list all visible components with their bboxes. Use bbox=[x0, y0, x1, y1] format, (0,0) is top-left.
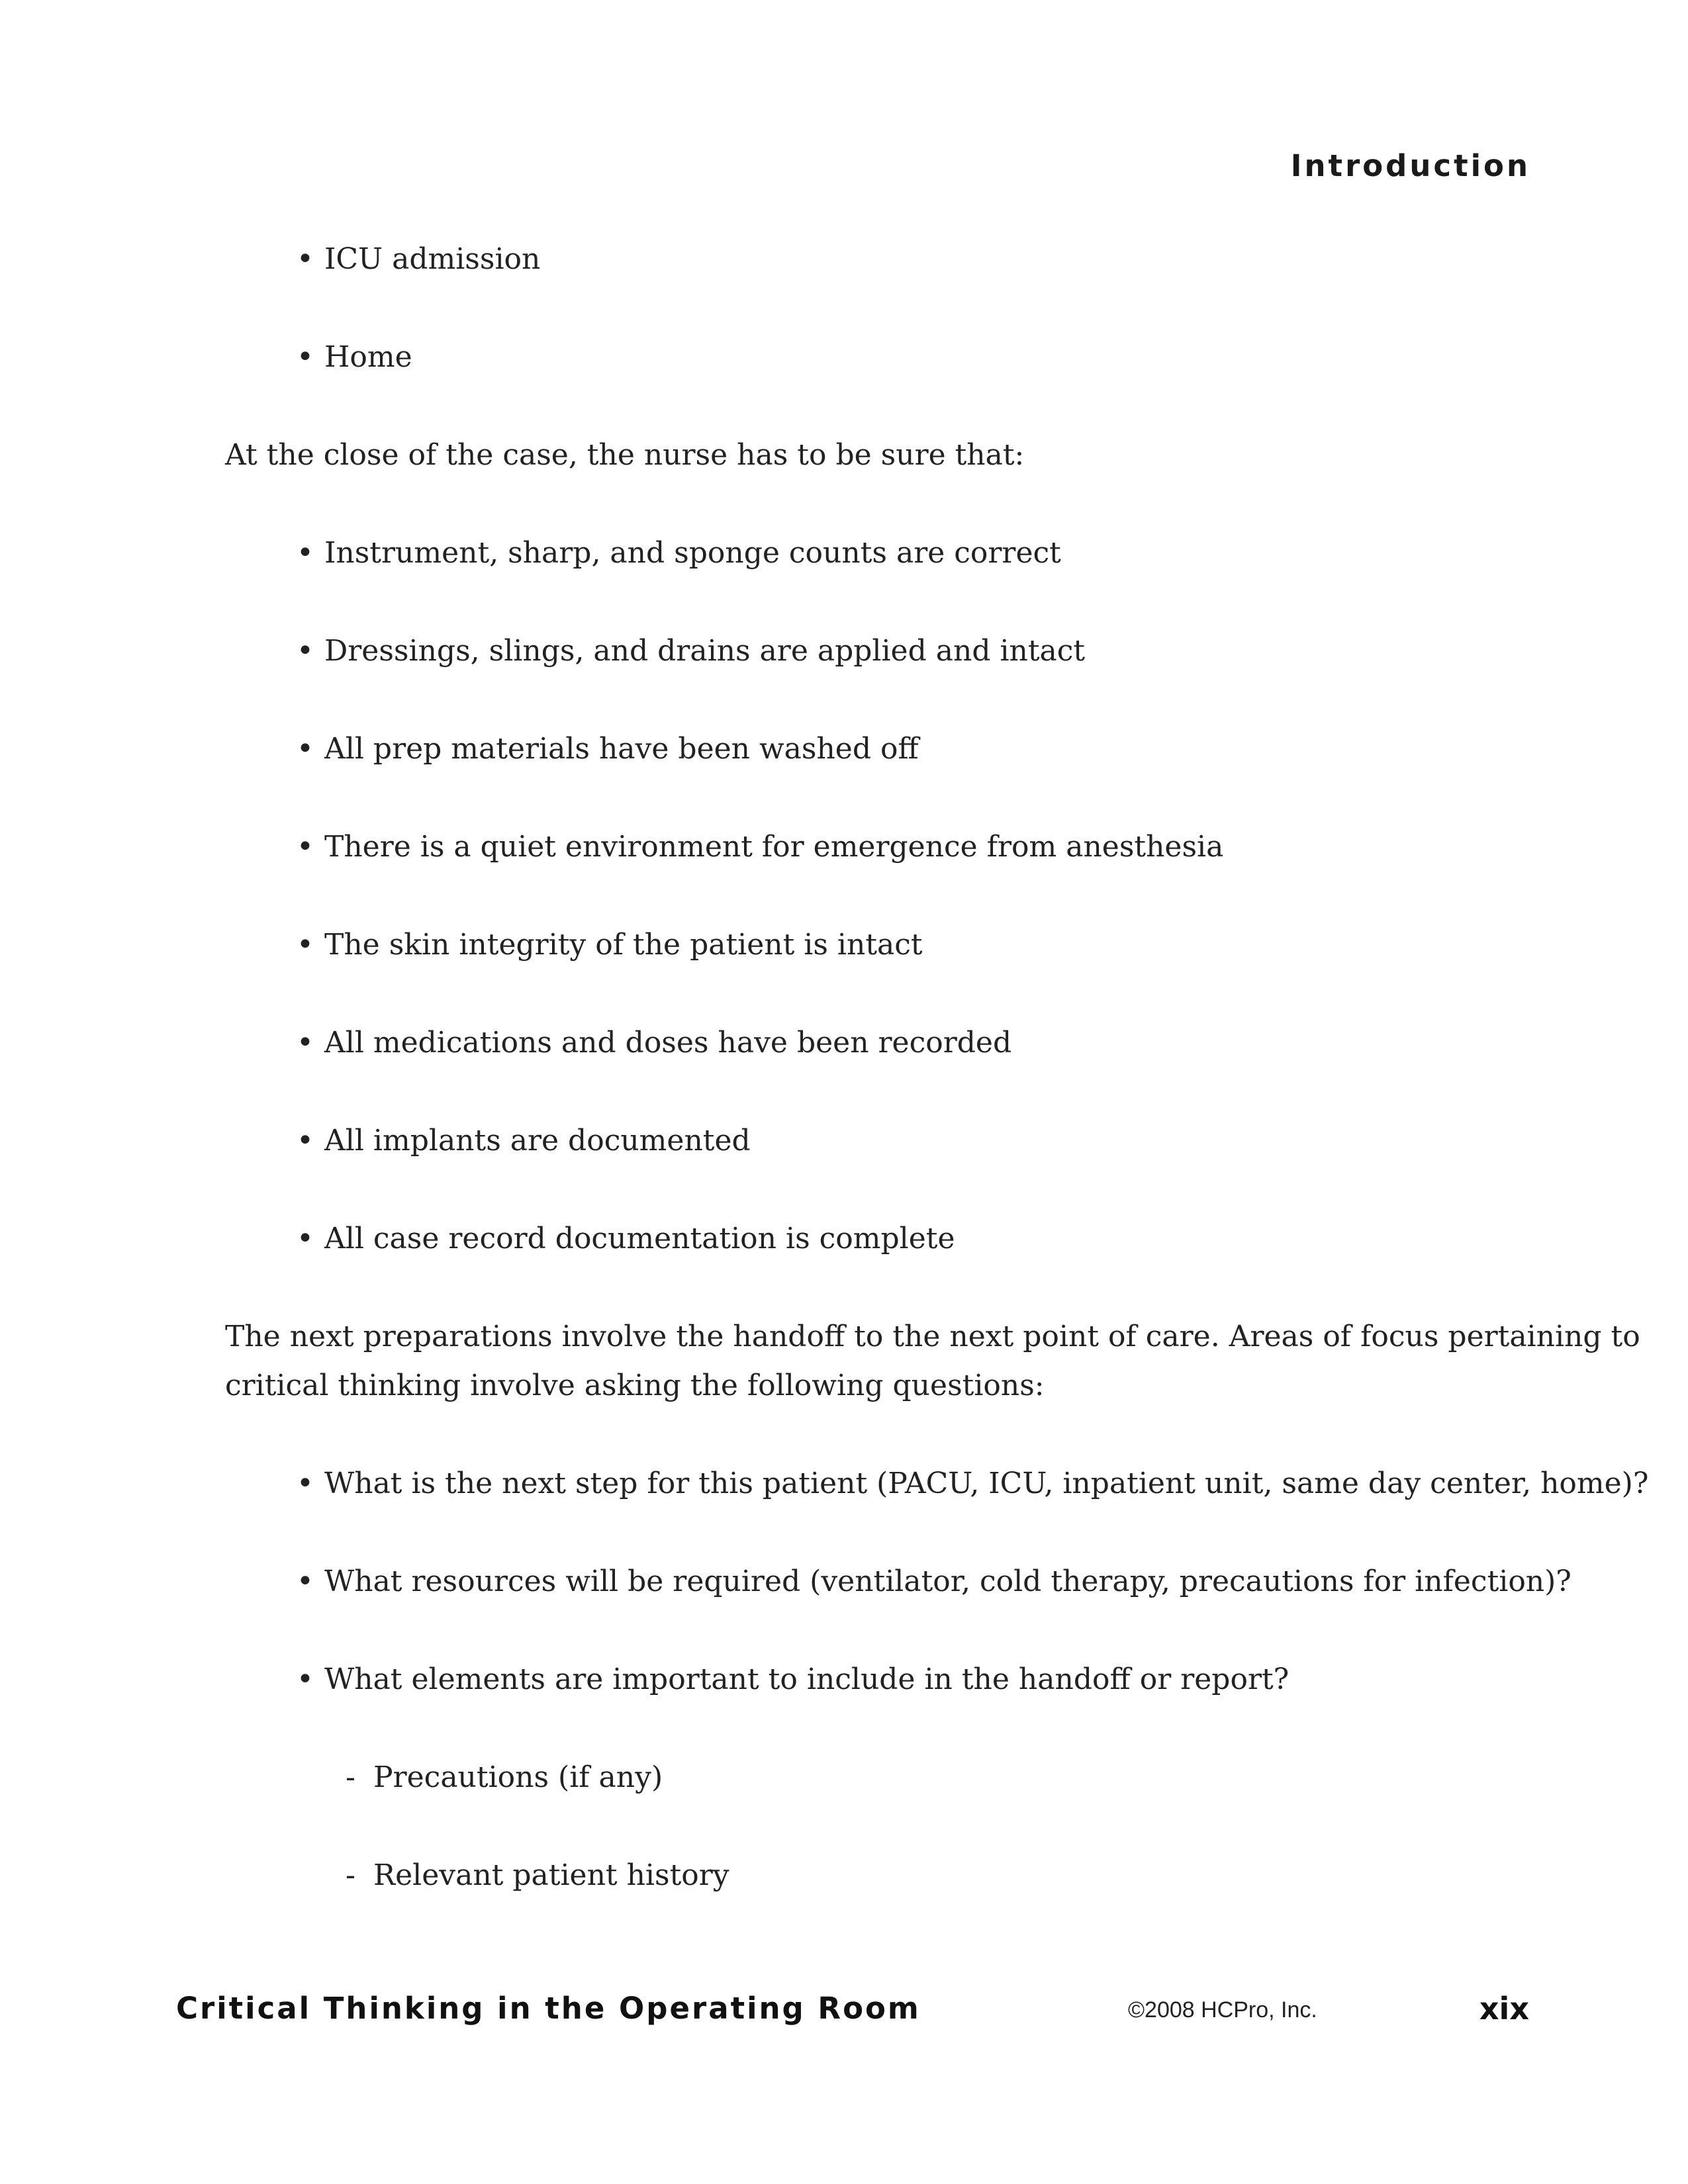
list-item bbox=[297, 1121, 751, 1161]
bullet-icon: • bbox=[297, 1124, 314, 1158]
running-head: Introduction bbox=[1290, 148, 1530, 183]
bullet-icon: • bbox=[297, 1467, 314, 1500]
bullet-icon: • bbox=[297, 536, 314, 570]
sub-list-item bbox=[346, 1758, 663, 1797]
list-item-text: All medications and doses have been recorded bbox=[324, 1026, 1012, 1060]
list-item bbox=[297, 1562, 1571, 1602]
bullet-icon: • bbox=[297, 732, 314, 766]
bullet-icon: • bbox=[297, 1662, 314, 1696]
list-item bbox=[297, 729, 919, 769]
sub-list-item-text: Precautions (if any) bbox=[373, 1760, 663, 1794]
paragraph-line: critical thinking involve asking the following questions: bbox=[225, 1369, 1045, 1402]
list-item bbox=[297, 631, 1085, 671]
list-item-text: Instrument, sharp, and sponge counts are correct bbox=[324, 536, 1061, 570]
list-item-text: What resources will be required (ventilator, cold therapy, precautions for infection)? bbox=[324, 1565, 1571, 1598]
list-item bbox=[297, 1023, 1011, 1063]
sub-list-item-text: Relevant patient history bbox=[373, 1858, 729, 1892]
list-item-text: ICU admission bbox=[324, 242, 541, 276]
bullet-icon: • bbox=[297, 1565, 314, 1598]
sub-list-item bbox=[346, 1856, 729, 1895]
page-number: xix bbox=[1479, 1991, 1529, 2026]
footer-book-title: Critical Thinking in the Operating Room bbox=[176, 1991, 921, 2026]
list-item-text: There is a quiet environment for emergence from anesthesia bbox=[324, 830, 1224, 864]
list-item-text: The skin integrity of the patient is intact bbox=[324, 928, 923, 962]
page-footer bbox=[0, 1991, 1688, 2037]
list-item-text: Dressings, slings, and drains are applied and intact bbox=[324, 634, 1086, 668]
list-item bbox=[297, 925, 923, 965]
bullet-icon: • bbox=[297, 928, 314, 962]
paragraph-line: The next preparations involve the handoff to the next point of care. Areas of focus pertaining to bbox=[225, 1320, 1640, 1353]
bullet-icon: • bbox=[297, 340, 314, 374]
list-item bbox=[297, 338, 412, 377]
list-item bbox=[297, 1464, 1648, 1504]
bullet-icon: • bbox=[297, 634, 314, 668]
bullet-icon: • bbox=[297, 1222, 314, 1255]
list-item-text: What elements are important to include in the handoff or report? bbox=[324, 1662, 1289, 1696]
list-item bbox=[297, 533, 1061, 573]
list-item-text: All case record documentation is complete bbox=[324, 1222, 955, 1255]
list-item-text: What is the next step for this patient (PACU, ICU, inpatient unit, same day center, home)? bbox=[324, 1467, 1649, 1500]
list-item bbox=[297, 1219, 955, 1259]
bullet-icon: • bbox=[297, 242, 314, 276]
list-item-text: All implants are documented bbox=[324, 1124, 751, 1158]
list-item bbox=[297, 1660, 1289, 1700]
list-item-text: Home bbox=[324, 340, 412, 374]
dash-icon: - bbox=[346, 1858, 355, 1892]
bullet-icon: • bbox=[297, 830, 314, 864]
list-item bbox=[297, 240, 540, 279]
list-item bbox=[297, 827, 1223, 867]
paragraph: At the close of the case, the nurse has to be sure that: bbox=[225, 438, 1025, 472]
bullet-icon: • bbox=[297, 1026, 314, 1060]
list-item-text: All prep materials have been washed off bbox=[324, 732, 919, 766]
footer-copyright: ©2008 HCPro, Inc. bbox=[1128, 1997, 1317, 2023]
dash-icon: - bbox=[346, 1760, 355, 1794]
